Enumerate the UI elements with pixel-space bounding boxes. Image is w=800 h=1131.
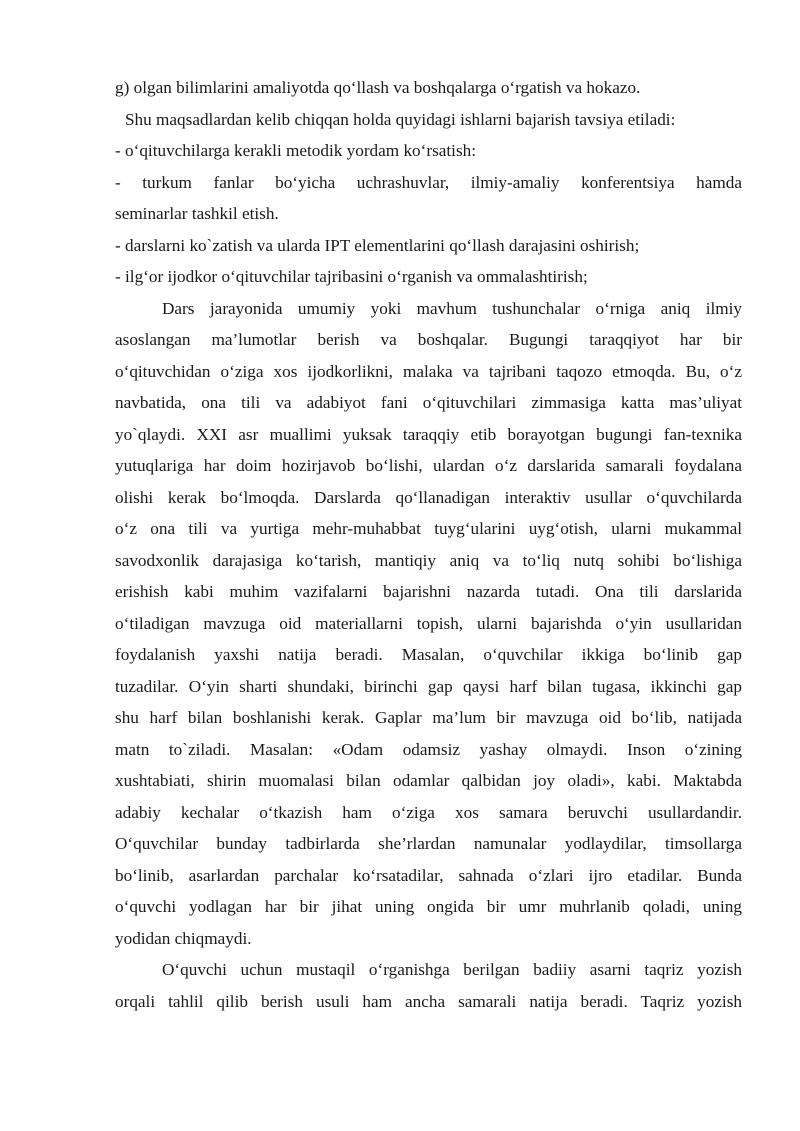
paragraph-line: yo`qlaydi. XXI asr muallimi yuksak taraqqiy etib borayotgan bugungi fan-texnika <box>115 424 742 444</box>
paragraph-line: erishish kabi muhim vazifalarni bajarishni nazarda tutadi. Ona tili darslarida <box>115 582 742 601</box>
paragraph-line: matn to`ziladi. Masalan: «Odam odamsiz yashay olmaydi. Inson o‘zining <box>115 739 742 759</box>
list-item: - o‘qituvchilarga kerakli metodik yordam ko‘rsatish: <box>115 141 477 160</box>
paragraph-line: O‘quvchi uchun mustaqil o‘rganishga berilgan badiiy asarni taqriz yozish <box>162 960 742 979</box>
paragraph-line: o‘qituvchidan o‘ziga xos ijodkorlikni, malaka va tajribani taqozo etmoqda. Bu, o‘z <box>115 361 742 381</box>
paragraph-line: o‘tiladigan mavzuga oid materiallarni topish, ularni bajarishda o‘yin usullaridan <box>115 613 742 633</box>
paragraph-line: yutuqlariga har doim hozirjavob bo‘lishi, ulardan o‘z darslarida samarali foydalana <box>115 456 742 475</box>
text-line: g) olgan bilimlarini amaliyotda qo‘llash va boshqalarga o‘rgatish va hokazo. <box>115 78 641 97</box>
paragraph-line: orqali tahlil qilib berish usuli ham ancha samarali natija beradi. Taqriz yozish <box>115 991 742 1011</box>
paragraph-line: xushtabiati, shirin muomalasi bilan odamlar qalbidan joy oladi», kabi. Maktabda <box>115 771 742 790</box>
paragraph-line: bo‘linib, asarlardan parchalar ko‘rsatadilar, sahnada o‘zlari ijro etadilar. Bunda <box>115 865 742 885</box>
paragraph-line: tuzadilar. O‘yin sharti shundaki, birinchi gap qaysi harf bilan tugasa, ikkinchi gap <box>115 676 742 696</box>
document-body <box>115 72 742 1017</box>
paragraph-line: O‘quvchilar bunday tadbirlarda she’rlardan namunalar yodlaydilar, timsollarga <box>115 834 742 853</box>
list-item: - turkum fanlar bo‘yicha uchrashuvlar, ilmiy-amaliy konferentsiya hamda <box>115 172 742 192</box>
paragraph-line: navbatida, ona tili va adabiyot fani o‘qituvchilari zimmasiga katta mas’uliyat <box>115 393 742 412</box>
paragraph-line: foydalanish yaxshi natija beradi. Masalan, o‘quvchilar ikkiga bo‘linib gap <box>115 645 742 664</box>
text-line: seminarlar tashkil etish. <box>115 204 279 223</box>
paragraph-line: Dars jarayonida umumiy yoki mavhum tushunchalar o‘rniga aniq ilmiy <box>162 298 742 318</box>
paragraph-line: o‘z ona tili va yurtiga mehr-muhabbat tuyg‘ularini uyg‘otish, ularni mukammal <box>115 519 742 538</box>
paragraph-line: adabiy kechalar o‘tkazish ham o‘ziga xos samara beruvchi usullardandir. <box>115 802 742 822</box>
paragraph-line: savodxonlik darajasiga ko‘tarish, mantiqiy aniq va to‘liq nutq sohibi bo‘lishiga <box>115 550 742 570</box>
list-item: - darslarni ko`zatish va ularda IPT elementlarini qo‘llash darajasini oshirish; <box>115 235 640 255</box>
paragraph-line: asoslangan ma’lumotlar berish va boshqalar. Bugungi taraqqiyot har bir <box>115 330 742 349</box>
list-item: - ilg‘or ijodkor o‘qituvchilar tajribasini o‘rganish va ommalashtirish; <box>115 267 588 286</box>
text-line: Shu maqsadlardan kelib chiqqan holda quyidagi ishlarni bajarish tavsiya etiladi: <box>125 109 676 129</box>
paragraph-line: shu harf bilan boshlanishi kerak. Gaplar ma’lum bir mavzuga oid bo‘lib, natijada <box>115 708 742 727</box>
paragraph-line: o‘quvchi yodlagan har bir jihat uning ongida bir umr muhrlanib qoladi, uning <box>115 897 742 916</box>
paragraph-line: olishi kerak bo‘lmoqda. Darslarda qo‘llanadigan interaktiv usullar o‘quvchilarda <box>115 487 742 507</box>
paragraph-line: yodidan chiqmaydi. <box>115 928 252 948</box>
